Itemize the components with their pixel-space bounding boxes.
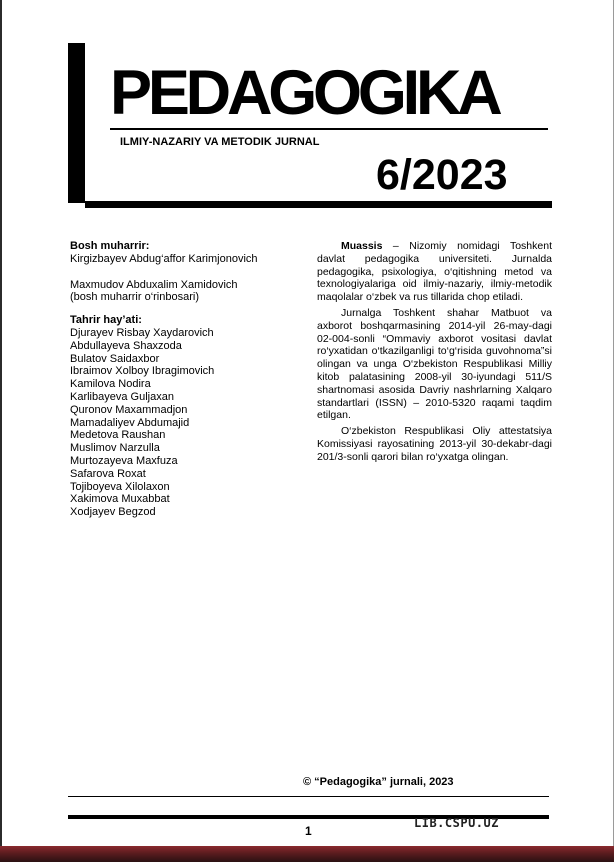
editorial-board-label: Tahrir hay’ati: xyxy=(70,314,142,327)
copyright-notice: © “Pedagogika” jurnali, 2023 xyxy=(303,776,454,788)
journal-subtitle: ILMIY-NAZARIY VA METODIK JURNAL xyxy=(120,136,320,148)
board-member: Safarova Roxat xyxy=(70,467,146,480)
attestation-paragraph: O‘zbekiston Respublikasi Oliy attestatsiya Komissiyasi rayosatining 2013-yil 30-dekabr-dagi 201/3-sonli qarori bilan ro‘yxatga olingan. xyxy=(317,425,552,463)
journal-title: PEDAGOGIKA xyxy=(110,58,499,128)
deputy-editor-role: (bosh muharrir o‘rinbosari) xyxy=(70,291,199,304)
library-stamp: LIB.CSPU.UZ xyxy=(414,816,499,830)
board-member: Mamadaliyev Abdumajid xyxy=(70,416,190,429)
viewer-bottom-band xyxy=(0,846,614,862)
board-member: Medetova Raushan xyxy=(70,429,166,442)
board-member: Muslimov Narzulla xyxy=(70,442,160,455)
masthead-bar xyxy=(68,43,85,203)
founder-text: – Nizomiy nomidagi Toshkent davlat pedagogika universiteti. Jurnalda pedagogika, psixologiya, o‘qitishning metod va texnologiyalariga oid ilmiy-nazariy, ilmiy-metodik maqolalar o‘zbek va rus tillarida chop etiladi. xyxy=(317,240,552,304)
board-member: Abdullayeva Shaxzoda xyxy=(70,339,182,352)
founder-paragraph xyxy=(317,240,552,304)
page-number: 1 xyxy=(305,824,312,838)
board-member: Xakimova Muxabbat xyxy=(70,493,170,506)
chief-editor-name: Kirgizbayev Abdug‘affor Karimjonovich xyxy=(70,252,258,265)
editorial-column xyxy=(70,240,300,519)
footer-rule xyxy=(68,796,549,797)
board-member: Kamilova Nodira xyxy=(70,378,151,391)
board-member: Quronov Maxammadjon xyxy=(70,403,188,416)
board-member: Djurayev Risbay Xaydarovich xyxy=(70,326,214,339)
deputy-editor-name: Maxmudov Abduxalim Xamidovich xyxy=(70,278,238,291)
board-member: Ibraimov Xolboy Ibragimovich xyxy=(70,365,215,378)
board-member: Xodjayev Begzod xyxy=(70,506,156,519)
issue-number: 6/2023 xyxy=(376,151,508,199)
founder-label: Muassis xyxy=(341,240,383,252)
board-member: Murtozayeva Maxfuza xyxy=(70,454,178,467)
page-edge-left xyxy=(0,0,2,862)
registration-paragraph: Jurnalga Toshkent shahar Matbuot va axborot boshqarmasining 2014-yil 26-may-dagi 02-004-sonli “Ommaviy axborot vositasi davlat ro‘yxatidan o‘tkazilganligi to‘g‘risida guvohnoma”si olingan va unga O‘zbekiston Respublikasi Milliy kitob palatasining 2008-yil 30-iyundagi 511/S shartnomasi asosida Davriy nashrlarning Xalqaro standartlari (ISSN) – 2010-5320 raqami taqdim etilgan. xyxy=(317,306,552,422)
issue-rule xyxy=(85,201,552,208)
board-member: Bulatov Saidaxbor xyxy=(70,352,160,365)
title-rule xyxy=(110,128,548,130)
board-member: Karlibayeva Guljaxan xyxy=(70,390,174,403)
publication-info-column xyxy=(317,240,552,467)
board-member: Tojiboyeva Xilolaxon xyxy=(70,480,170,493)
chief-editor-label: Bosh muharrir: xyxy=(70,240,150,252)
